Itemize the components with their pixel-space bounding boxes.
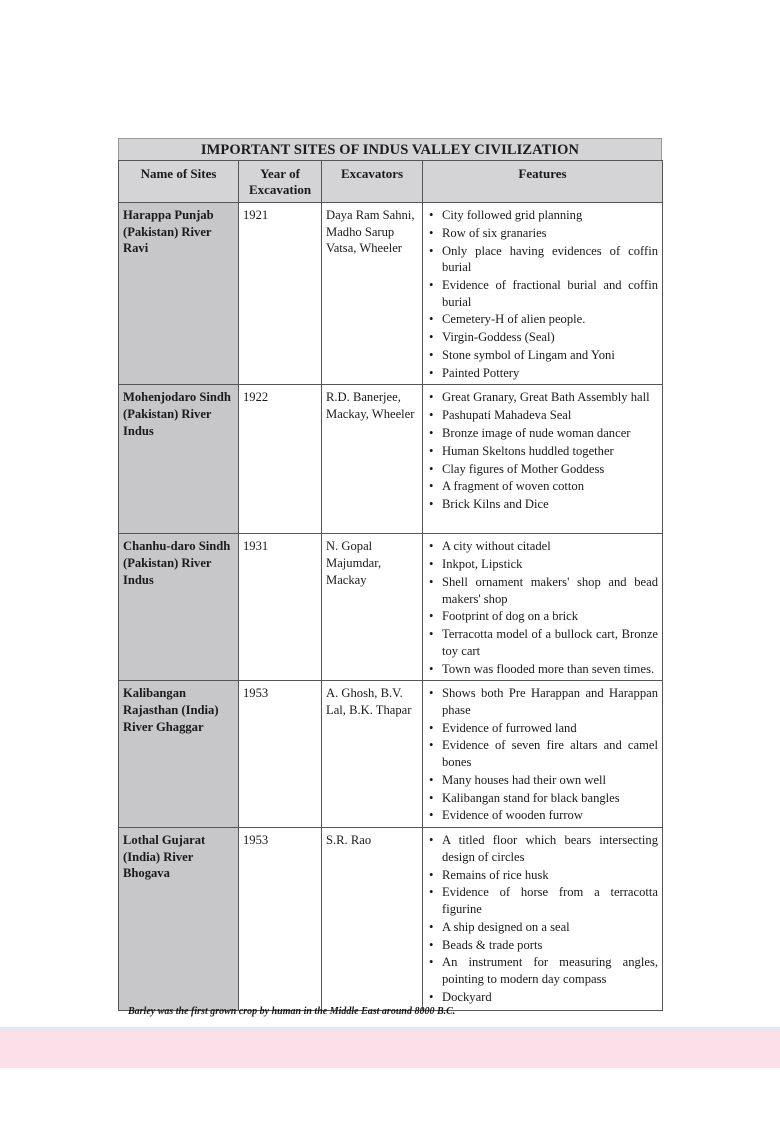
excavators: Daya Ram Sahni, Madho Sarup Vatsa, Wheeler xyxy=(322,203,423,385)
features-list xyxy=(427,538,658,677)
feature-item: • Shows both Pre Harappan and Harappan phase xyxy=(427,685,658,718)
indus-sites-table-container xyxy=(118,138,662,1011)
features-list xyxy=(427,207,658,381)
table-row xyxy=(119,681,663,828)
excavation-year: 1931 xyxy=(239,534,322,681)
feature-item: • A titled floor which bears intersecting design of circles xyxy=(427,832,658,865)
table-row xyxy=(119,534,663,681)
feature-item: • Great Granary, Great Bath Assembly hall xyxy=(427,389,658,406)
feature-item: • Evidence of horse from a terracotta figurine xyxy=(427,884,658,917)
header-row xyxy=(119,161,663,203)
feature-item: • City followed grid planning xyxy=(427,207,658,224)
feature-item: • Many houses had their own well xyxy=(427,772,658,789)
features-cell xyxy=(423,828,663,1011)
feature-item: • Human Skeltons huddled together xyxy=(427,443,658,460)
feature-item: • Virgin-Goddess (Seal) xyxy=(427,329,658,346)
site-name: Kalibangan Rajasthan (India) River Ghaggar xyxy=(119,681,239,828)
excavators: A. Ghosh, B.V. Lal, B.K. Thapar xyxy=(322,681,423,828)
feature-item: • Terracotta model of a bullock cart, Bronze toy cart xyxy=(427,626,658,659)
features-list xyxy=(427,685,658,824)
table-row xyxy=(119,385,663,534)
feature-item: • Evidence of seven fire altars and camel bones xyxy=(427,737,658,770)
feature-item: • Clay figures of Mother Goddess xyxy=(427,461,658,478)
excavators: N. Gopal Majumdar, Mackay xyxy=(322,534,423,681)
site-name: Mohenjodaro Sindh (Pakistan) River Indus xyxy=(119,385,239,534)
feature-item: • Evidence of fractional burial and coffin burial xyxy=(427,277,658,310)
site-name: Harappa Punjab (Pakistan) River Ravi xyxy=(119,203,239,385)
site-name: Lothal Gujarat (India) River Bhogava xyxy=(119,828,239,1011)
feature-item: • Evidence of furrowed land xyxy=(427,720,658,737)
site-name: Chanhu-daro Sindh (Pakistan) River Indus xyxy=(119,534,239,681)
excavation-year: 1921 xyxy=(239,203,322,385)
feature-item: • Brick Kilns and Dice xyxy=(427,496,658,513)
feature-item: • A city without citadel xyxy=(427,538,658,555)
feature-item: • Only place having evidences of coffin burial xyxy=(427,243,658,276)
feature-item: • Evidence of wooden furrow xyxy=(427,807,658,824)
table-title: IMPORTANT SITES OF INDUS VALLEY CIVILIZATION xyxy=(118,138,662,160)
feature-item: • Painted Pottery xyxy=(427,365,658,382)
features-cell xyxy=(423,681,663,828)
feature-item: • Footprint of dog on a brick xyxy=(427,608,658,625)
footer-note: Barley was the first grown crop by human in the Middle East around 8000 B.C. xyxy=(128,1006,456,1017)
feature-item: • Kalibangan stand for black bangles xyxy=(427,790,658,807)
feature-item: • Pashupati Mahadeva Seal xyxy=(427,407,658,424)
features-cell xyxy=(423,203,663,385)
features-cell xyxy=(423,385,663,534)
table-row xyxy=(119,828,663,1011)
excavators: S.R. Rao xyxy=(322,828,423,1011)
page-footer-band xyxy=(0,1027,780,1068)
features-list xyxy=(427,832,658,1005)
table-row xyxy=(119,203,663,385)
header-site: Name of Sites xyxy=(119,161,239,203)
features-cell xyxy=(423,534,663,681)
features-list xyxy=(427,389,658,512)
excavation-year: 1922 xyxy=(239,385,322,534)
feature-item: • Bronze image of nude woman dancer xyxy=(427,425,658,442)
feature-item: • Town was flooded more than seven times. xyxy=(427,661,658,678)
excavation-year: 1953 xyxy=(239,681,322,828)
feature-item: • Dockyard xyxy=(427,989,658,1006)
feature-item: • A ship designed on a seal xyxy=(427,919,658,936)
feature-item: • Inkpot, Lipstick xyxy=(427,556,658,573)
feature-item: • Row of six granaries xyxy=(427,225,658,242)
feature-item: • Remains of rice husk xyxy=(427,867,658,884)
feature-item: • Cemetery-H of alien people. xyxy=(427,311,658,328)
feature-item: • Stone symbol of Lingam and Yoni xyxy=(427,347,658,364)
feature-item: • A fragment of woven cotton xyxy=(427,478,658,495)
excavators: R.D. Banerjee, Mackay, Wheeler xyxy=(322,385,423,534)
indus-sites-table xyxy=(118,160,663,1011)
excavation-year: 1953 xyxy=(239,828,322,1011)
feature-item: • Shell ornament makers' shop and bead makers' shop xyxy=(427,574,658,607)
feature-item: • An instrument for measuring angles, pointing to modern day compass xyxy=(427,954,658,987)
feature-item: • Beads & trade ports xyxy=(427,937,658,954)
header-year: Year of Excavation xyxy=(239,161,322,203)
header-excavators: Excavators xyxy=(322,161,423,203)
header-features: Features xyxy=(423,161,663,203)
